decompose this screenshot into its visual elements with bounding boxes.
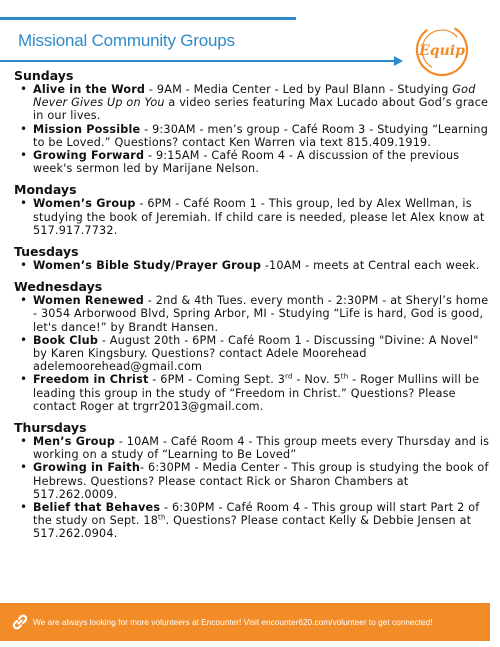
link-icon <box>10 612 30 632</box>
day-heading: Sundays <box>14 68 74 83</box>
list-item: • Women’s Group - 6PM - Café Room 1 - This group, led by Alex Wellman, is studying the book of Jeremiah. If child care is needed, please let Alex know at 517.917.7732. <box>14 197 490 237</box>
section-thursdays <box>14 420 490 541</box>
section-sundays <box>14 68 490 175</box>
day-heading: Tuesdays <box>14 244 79 260</box>
section-wednesdays <box>14 279 490 413</box>
title-rule <box>0 60 398 62</box>
list-item: • Mission Possible - 9:30AM - men’s group - Café Room 3 - Studying “Learning to be Loved.” Questions? contact Ken Warren via text 815.409.1919. <box>14 123 490 149</box>
logo-text: Equip <box>419 43 465 59</box>
arrow-icon <box>394 56 403 66</box>
top-rule <box>0 17 296 20</box>
volunteer-message: We are always looking for more volunteers at Encounter! Visit encounter620.com/volunteer to get connected! <box>33 617 433 627</box>
list-item: • Growing in Faith- 6:30PM - Media Center - This group is studying the book of Hebrews. Questions? Please contact Rick or Sharon Chambers at 517.262.0009. <box>14 461 490 501</box>
list-item: • Alive in the Word - 9AM - Media Center - Led by Paul Blann - Studying God Never Gives Up on You a video series featuring Max Lucado about God’s grace in our lives. <box>14 83 490 123</box>
section-mondays <box>14 182 490 237</box>
list-item: • Freedom in Christ - 6PM - Coming Sept. 3rd - Nov. 5th - Roger Mullins will be leading this group in the study of “Freedom in Christ.” Questions? Please contact Roger at trgrr2013@gmail.com. <box>14 373 490 413</box>
list-item: • Women’s Bible Study/Prayer Group -10AM - meets at Central each week. <box>14 259 490 272</box>
page-title: Missional Community Groups <box>18 31 235 50</box>
footer-banner <box>0 603 490 641</box>
day-heading: Wednesdays <box>14 279 103 295</box>
list-item: • Book Club - August 20th - 6PM - Café Room 1 - Discussing "Divine: A Novel" by Karen Kingsbury. Questions? contact Adele Moorehead adelemoorehead@gmail.com <box>14 334 490 374</box>
day-heading: Thursdays <box>14 420 87 436</box>
day-heading: Mondays <box>14 182 77 198</box>
list-item: • Belief that Behaves - 6:30PM - Café Room 4 - This group will start Part 2 of the study on Sept. 18th. Questions? Please contact Kelly & Debbie Jensen at 517.262.0904. <box>14 501 490 541</box>
list-item: • Men’s Group - 10AM - Café Room 4 - This group meets every Thursday and is working on a study of “Learning to Be Loved” <box>14 435 490 461</box>
list-item: • Growing Forward - 9:15AM - Café Room 4 - A discussion of the previous week's sermon led by Marijane Nelson. <box>14 149 490 175</box>
list-item: • Women Renewed - 2nd & 4th Tues. every month - 2:30PM - at Sheryl’s home - 3054 Arborwood Blvd, Spring Arbor, MI - Studying “Life is hard, God is good, let's dance!” by Brandt Hansen. <box>14 294 490 334</box>
groups-list <box>14 68 490 548</box>
section-tuesdays <box>14 244 490 272</box>
